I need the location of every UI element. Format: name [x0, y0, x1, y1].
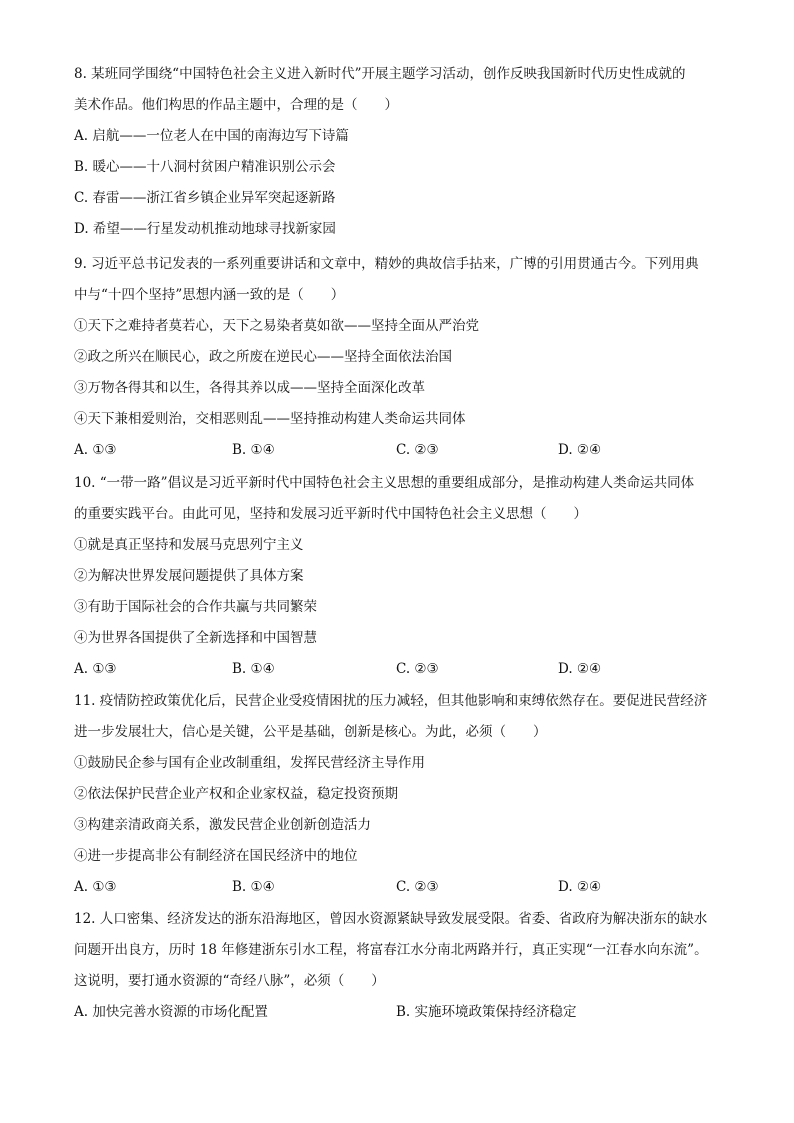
option-a: A. ①③ [74, 879, 117, 895]
statement-4: ④天下兼相爱则治，交相恶则乱——坚持推动构建人类命运共同体 [74, 411, 466, 427]
answer-options [74, 654, 730, 685]
option-c: C. ②③ [396, 661, 439, 677]
answer-options [74, 872, 730, 903]
option-c: C. 春雷——浙江省乡镇企业异军突起逐新路 [74, 190, 336, 206]
question-stem: 的重要实践平台。由此可见，坚持和发展习近平新时代中国特色社会主义思想（ ） [74, 506, 587, 522]
question-stem: 这说明，要打通水资源的“奇经八脉”，必须（ ） [74, 973, 385, 989]
statement-3: ③万物各得其和以生，各得其养以成——坚持全面深化改革 [74, 380, 425, 396]
statement-1: ①天下之难持者莫若心，天下之易染者莫如欲——坚持全面从严治党 [74, 318, 479, 334]
question-8 [74, 59, 730, 245]
question-12 [74, 904, 730, 1028]
option-c: C. ②③ [396, 442, 439, 458]
option-d: D. ②④ [558, 661, 602, 677]
question-stem: 中与“十四个坚持”思想内涵一致的是（ ） [74, 287, 345, 303]
option-a: A. 加快完善水资源的市场化配置 [74, 1004, 268, 1020]
question-10 [74, 468, 730, 685]
option-a: A. ①③ [74, 661, 117, 677]
option-b: B. 暖心——十八洞村贫困户精准识别公示会 [74, 159, 336, 175]
answer-options [74, 435, 730, 466]
option-a: A. 启航——一位老人在中国的南海边写下诗篇 [74, 128, 349, 144]
option-a: A. ①③ [74, 442, 117, 458]
answer-options [74, 997, 730, 1028]
option-d: D. ②④ [558, 442, 602, 458]
question-9 [74, 249, 730, 466]
statement-4: ④进一步提高非公有制经济在国民经济中的地位 [74, 848, 358, 864]
question-stem: 9. 习近平总书记发表的一系列重要讲话和文章中，精妙的典故信手拈来，广博的引用贯通古今。下列用典 [74, 256, 699, 272]
question-stem: 10. “一带一路”倡议是习近平新时代中国特色社会主义思想的重要组成部分，是推动构建人类命运共同体 [74, 475, 695, 491]
question-stem: 8. 某班同学围绕“中国特色社会主义进入新时代”开展主题学习活动，创作反映我国新时代历史性成就的 [74, 66, 686, 82]
option-d: D. ②④ [558, 879, 602, 895]
statement-1: ①就是真正坚持和发展马克思列宁主义 [74, 537, 304, 553]
statement-3: ③构建亲清政商关系，激发民营企业创新创造活力 [74, 817, 371, 833]
statement-2: ②依法保护民营企业产权和企业家权益，稳定投资预期 [74, 786, 398, 802]
statement-4: ④为世界各国提供了全新选择和中国智慧 [74, 630, 317, 646]
question-stem: 问题开出良方，历时 18 年修建浙东引水工程，将富春江水分南北两路并行，真正实现“一江春水向东流”。 [74, 942, 708, 958]
question-stem: 11. 疫情防控政策优化后，民营企业受疫情困扰的压力减轻，但其他影响和束缚依然存在。要促进民营经济 [74, 693, 708, 709]
question-stem: 12. 人口密集、经济发达的浙东沿海地区，曾因水资源紧缺导致发展受限。省委、省政府为解决浙东的缺水 [74, 911, 708, 927]
option-b: B. ①④ [232, 661, 275, 677]
option-c: C. ②③ [396, 879, 439, 895]
option-d: D. 希望——行星发动机推动地球寻找新家园 [74, 221, 336, 237]
statement-3: ③有助于国际社会的合作共赢与共同繁荣 [74, 599, 317, 615]
option-b: B. ①④ [232, 442, 275, 458]
question-stem: 进一步发展壮大，信心是关键，公平是基础，创新是核心。为此，必须（ ） [74, 724, 547, 740]
statement-2: ②政之所兴在顺民心，政之所废在逆民心——坚持全面依法治国 [74, 349, 452, 365]
statement-1: ①鼓励民企参与国有企业改制重组，发挥民营经济主导作用 [74, 755, 425, 771]
statement-2: ②为解决世界发展问题提供了具体方案 [74, 568, 304, 584]
question-stem: 美术作品。他们构思的作品主题中，合理的是（ ） [74, 97, 398, 113]
option-b: B. 实施环境政策保持经济稳定 [396, 1004, 577, 1020]
option-b: B. ①④ [232, 879, 275, 895]
question-11 [74, 686, 730, 903]
